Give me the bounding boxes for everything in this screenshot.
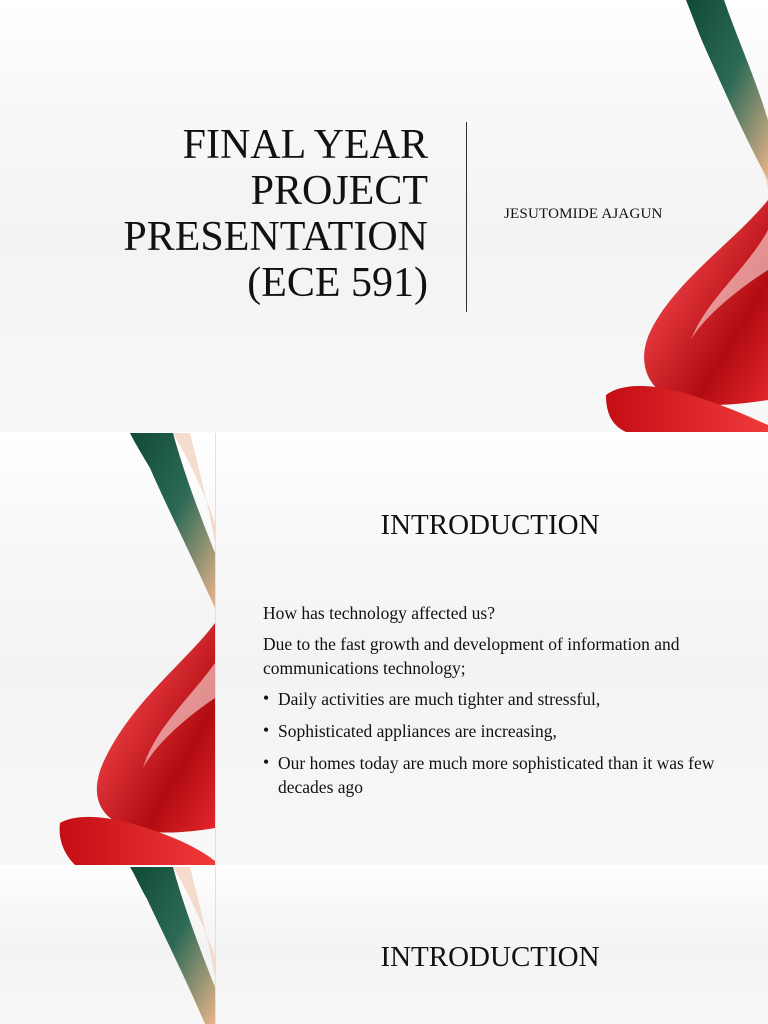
bullet-item: • Daily activities are much tighter and stressful, <box>263 688 601 709</box>
title-slide <box>0 0 768 432</box>
slide-edge <box>215 433 216 865</box>
presentation-title <box>40 122 428 306</box>
slide-title: INTRODUCTION <box>380 941 600 973</box>
decorative-ribbon <box>55 867 217 1024</box>
bullet-item: • Sophisticated appliances are increasing, <box>263 720 557 741</box>
slide-body <box>263 601 733 807</box>
introduction-slide-2 <box>0 867 768 1024</box>
introduction-slide <box>0 433 768 865</box>
bullet-icon: • <box>263 752 270 772</box>
title-line: PRESENTATION <box>123 214 428 260</box>
author-name: JESUTOMIDE AJAGUN <box>504 206 663 222</box>
title-line: FINAL YEAR <box>182 122 428 168</box>
slide-title: INTRODUCTION <box>380 509 600 541</box>
paragraph: How has technology affected us? <box>263 603 495 623</box>
bullet-icon: • <box>263 688 270 708</box>
decorative-ribbon <box>55 433 217 865</box>
bullet-icon: • <box>263 720 270 740</box>
title-line: (ECE 591) <box>247 260 428 306</box>
vertical-divider <box>466 122 467 312</box>
slide-edge <box>215 867 216 1024</box>
bullet-item: • Our homes today are much more sophisticated than it was few decades ago <box>263 752 715 797</box>
paragraph: Due to the fast growth and development of information and communications technology; <box>263 634 680 678</box>
title-line: PROJECT <box>250 168 428 214</box>
bullet-list <box>263 687 733 799</box>
